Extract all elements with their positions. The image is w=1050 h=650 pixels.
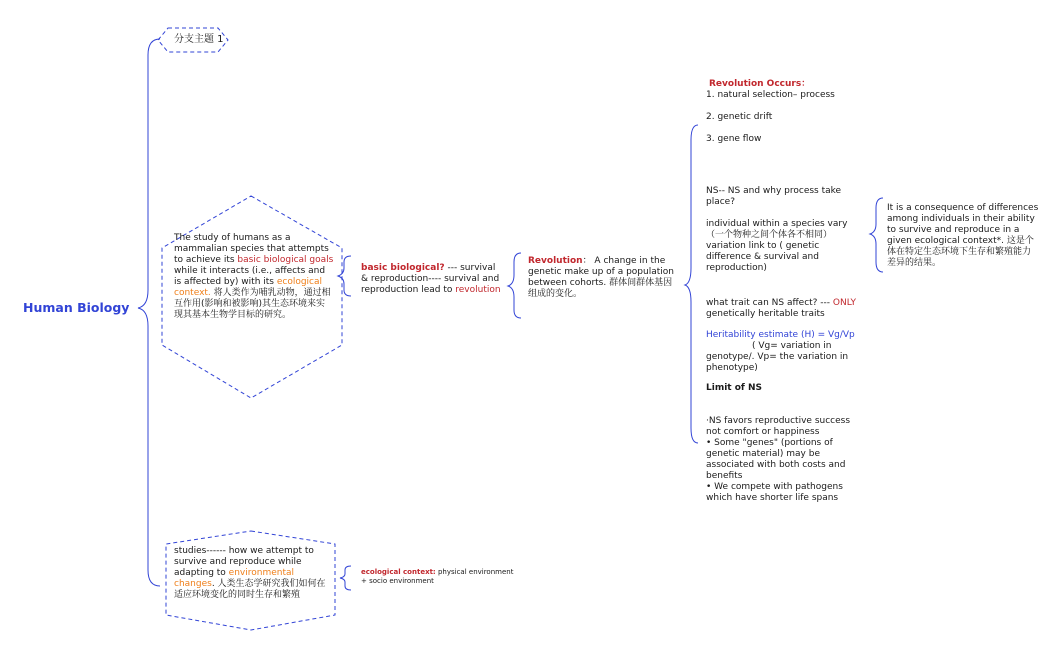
ns-trait-only: ONLY — [832, 298, 857, 308]
branch2-highlight-goals: basic biological goals — [237, 254, 334, 265]
root-label: Human Biology — [23, 300, 130, 315]
ns-note-brace — [870, 198, 883, 272]
basic-biological-text: --- survival & reproduction---- survival and reproduction lead to — [361, 263, 500, 295]
revolution-label: Revolution — [528, 256, 583, 266]
limit-title-node[interactable] — [706, 383, 856, 394]
ns-consequence-text: It is a consequence of differences among individuals in their ability to survive and reproduce in a given ecological context*. 这是个体在特定生态环境下生存和繁殖能力差异的结果。 — [887, 203, 1039, 268]
limit-item-genes: • Some "genes" (portions of genetic material) may be associated with both costs and benefits — [706, 437, 846, 481]
revolution-node[interactable] — [528, 256, 678, 300]
ecological-context-node[interactable] — [361, 568, 521, 585]
limit-item-pathogens: • We compete with pathogens which have shorter life spans — [706, 481, 843, 503]
root-topic[interactable] — [23, 300, 133, 315]
branch2-topic[interactable] — [174, 233, 334, 321]
branch3-highlight-env: environmental changes — [174, 567, 295, 589]
branch2-text-c: 将人类作为哺乳动物，通过相互作用(影响和被影响)其生态环境来实现其基本生物学目标的研究。 — [174, 287, 331, 320]
ns-question: NS-- NS and why process take place? — [706, 186, 842, 207]
occurs-item-gene-flow: 3. gene flow — [706, 133, 762, 144]
revolution-occurs-title: Revolution Occurs： — [709, 79, 811, 89]
branch2-text-a: The study of humans as a mammalian species that attempts to achieve its — [174, 233, 329, 265]
root-brace — [138, 39, 160, 586]
ns-variation-link: variation link to ( genetic difference & survival and reproduction) — [706, 240, 820, 273]
revolution-definition: ： A change in the genetic make up of a population between cohorts. 群体间群体基因组成的变化。 — [528, 256, 674, 299]
occurs-item-natural-selection: 1. natural selection– process — [706, 89, 835, 100]
details-brace — [685, 125, 698, 443]
ecological-context-text: physical environment + socio environment — [361, 568, 514, 585]
limit-item-reproductive: ·NS favors reproductive success not comfort or happiness — [706, 416, 851, 437]
branch3-text-b: . 人类生态学研究我们如何在适应环境变化的同时生存和繁殖 — [174, 578, 326, 600]
branch1-topic[interactable] — [174, 34, 224, 46]
ns-note-node[interactable] — [887, 203, 1039, 269]
occurs-item-genetic-drift: 2. genetic drift — [706, 111, 773, 122]
revolution-occurs-node[interactable] — [706, 79, 876, 145]
ns-trait-question: what trait can NS affect? --- — [706, 298, 833, 308]
branch3-text-a: studies------ how we attempt to survive and reproduce while adapting to — [174, 546, 314, 578]
limit-list-node[interactable] — [706, 416, 861, 504]
basic-biological-revolution: revolution — [455, 284, 501, 295]
heritability-definition: ( Vg= variation in genotype/. Vp= the variation in phenotype) — [706, 340, 849, 373]
branch3-brace — [340, 566, 351, 590]
branch1-label: 分支主题 1 — [174, 34, 224, 45]
ns-trait-node[interactable] — [706, 298, 861, 320]
basic-biological-label: basic biological? — [361, 263, 445, 273]
branch2-brace — [338, 256, 351, 296]
heritability-node[interactable] — [706, 330, 856, 374]
limit-of-ns-title: Limit of NS — [706, 383, 762, 393]
ecological-context-label: ecological context: — [361, 568, 436, 576]
ns-node[interactable] — [706, 186, 858, 274]
basic-biological-node[interactable] — [361, 263, 503, 296]
revolution-brace — [508, 253, 521, 318]
branch2-text-b: while it interacts (i.e., affects and is affected by) with its — [174, 265, 326, 287]
heritability-title: Heritability estimate (H) = Vg/Vp — [706, 330, 855, 340]
ns-individual-vary: individual within a species vary （一个物种之间个体各不相同） — [706, 218, 848, 240]
branch2-highlight-context: ecological context. — [174, 276, 323, 298]
ns-trait-answer: genetically heritable traits — [706, 308, 825, 319]
branch3-topic[interactable] — [174, 546, 334, 601]
